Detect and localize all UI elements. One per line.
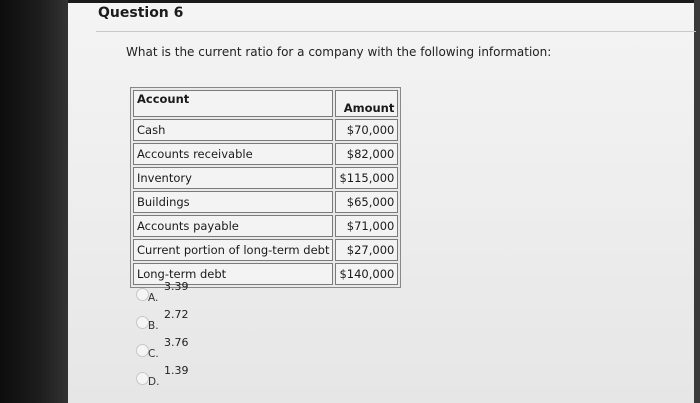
account-column-header: Account	[133, 90, 333, 117]
amount-cell: $71,000	[335, 215, 398, 237]
screen-bezel-left	[0, 0, 68, 403]
header-divider	[96, 31, 696, 32]
choice-letter: C.	[148, 348, 159, 360]
account-cell: Accounts receivable	[133, 143, 333, 165]
amount-cell: $140,000	[335, 263, 398, 285]
table-row	[133, 143, 398, 165]
table-row	[133, 215, 398, 237]
account-cell: Long-term debt	[133, 263, 333, 285]
account-cell: Buildings	[133, 191, 333, 213]
choice-letter: D.	[148, 376, 160, 388]
amount-column-header: Amount	[335, 90, 398, 117]
table-row	[133, 119, 398, 141]
choice-letter: A.	[148, 292, 159, 304]
choice-value: 2.72	[164, 308, 189, 321]
table-row	[133, 239, 398, 261]
amount-cell: $65,000	[335, 191, 398, 213]
choice-value: 3.39	[164, 280, 189, 293]
amount-cell: $27,000	[335, 239, 398, 261]
account-cell: Accounts payable	[133, 215, 333, 237]
account-cell: Cash	[133, 119, 333, 141]
screen-bezel-right	[694, 0, 700, 403]
table-row	[133, 167, 398, 189]
account-table	[130, 87, 401, 288]
question-title: Question 6	[98, 5, 184, 21]
amount-cell: $70,000	[335, 119, 398, 141]
choice-value: 3.76	[164, 336, 189, 349]
choice-letter: B.	[148, 320, 159, 332]
quiz-page	[68, 3, 694, 403]
table-row	[133, 191, 398, 213]
amount-cell: $82,000	[335, 143, 398, 165]
table-header-row	[133, 90, 398, 117]
choice-value: 1.39	[164, 364, 189, 377]
account-cell: Inventory	[133, 167, 333, 189]
question-prompt: What is the current ratio for a company with the following information:	[126, 45, 552, 59]
amount-cell: $115,000	[335, 167, 398, 189]
account-cell: Current portion of long-term debt	[133, 239, 333, 261]
